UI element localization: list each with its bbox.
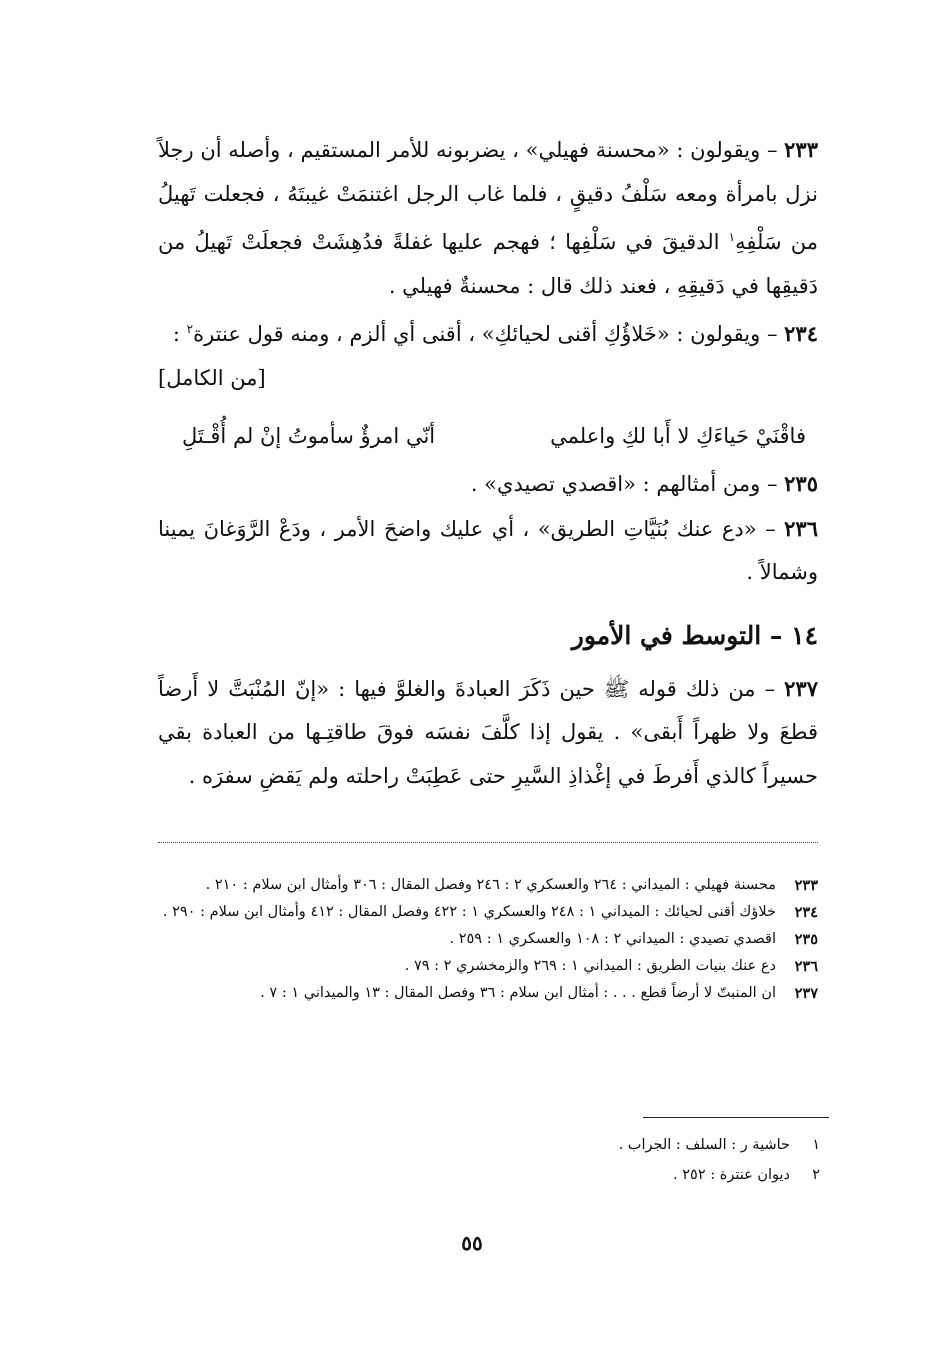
dotted-divider — [158, 842, 818, 843]
entry-text: – ويقولون : «خَلاؤُكِ أقنى لحيائكِ» ، أقنى أي ألزم ، ومنه قول عنترة — [193, 322, 778, 346]
entry-number: ٢٣٤ — [784, 321, 818, 346]
verse-first-hemistich: فاقْنَيْ حَياءَكِ لا أَبا لكِ واعلمي — [550, 424, 806, 448]
note-number: ٢٣٤ — [794, 904, 818, 921]
entry-number: ٢٣٧ — [784, 675, 818, 701]
note-number: ٢٣٥ — [794, 931, 818, 948]
footnote-text: حاشية ر : السلف : الجراب . — [618, 1137, 790, 1153]
footnote — [400, 1130, 820, 1160]
entry-235 — [158, 462, 818, 507]
footnote-number: ١ — [812, 1137, 820, 1153]
footnote-number: ٢ — [812, 1167, 820, 1183]
entry-text: – «دع عنك بُنَيَّاتِ الطريق» ، أي عليك واضحَ الأمر ، ودَعْ الرَّوَغانَ يمينا وشمالاً . — [158, 516, 818, 584]
entry-236 — [158, 507, 818, 595]
footnote — [400, 1160, 820, 1190]
note-text: خلاؤك أقنى لحيائك : الميداني ١ : ٢٤٨ والعسكري ١ : ٤٢٢ وفصل المقال : ٤١٢ وأمثال ابن سلام : ٢٩٠ . — [162, 904, 776, 920]
note-text: اقصدي تصيدي : الميداني ٢ : ١٠٨ والعسكري ١ : ٢٥٩ . — [449, 931, 776, 947]
poetry-verse — [182, 414, 806, 458]
entry-number: ٢٣٦ — [784, 515, 818, 541]
note-number: ٢٣٧ — [794, 985, 818, 1002]
entry-234 — [158, 308, 818, 357]
entry-number: ٢٣٣ — [784, 137, 818, 162]
entry-text: – من ذلك قوله ﷺ حين ذَكَرَ العبادةَ والغلوَّ فيها : «إنّ المُنْبَتَّ لا أَرضاً قطعَ ولا ظهراً أَبقى» . يقول إذا كلَّفَ نفسَه فوقَ طاقتِـها من العبادة بقي حسيراً كالذي أَفرطَ في إغْذاذِ السَّيرِ حتى عَطِبَتْ راحلته ولم يَقضِ سفرَه . — [158, 676, 818, 788]
page-number: ٥٥ — [461, 1231, 483, 1255]
entry-233 — [158, 128, 818, 308]
main-text — [158, 128, 818, 798]
entry-237 — [158, 667, 818, 799]
note-text: ان المنبتّ لا أرضاً قطع . . . : أمثال ابن سلام : ٣٦ وفصل المقال : ١٣ والميداني ١ : ٧ . — [260, 985, 776, 1001]
entry-text-continued: : — [172, 322, 180, 346]
footnotes — [400, 1130, 820, 1190]
note-text: محسنة فهيلي : الميداني : ٢٦٤ والعسكري ٢ : ٢٤٦ وفصل المقال : ٣٠٦ وأمثال ابن سلام : ٢١٠ . — [205, 877, 776, 893]
entry-text: – ومن أمثالهم : «اقصدي تصيدي» . — [470, 472, 778, 496]
note-text: دع عنك بنيات الطريق : الميداني ١ : ٢٦٩ والزمخشري ٢ : ٧٩ . — [404, 958, 776, 974]
footnote-text: ديوان عنترة : ٢٥٢ . — [673, 1167, 790, 1183]
meter-label: [من الكامل] — [158, 365, 266, 390]
note-number: ٢٣٣ — [794, 877, 818, 894]
note-number: ٢٣٦ — [794, 958, 818, 975]
source-notes — [158, 872, 818, 1007]
entry-number: ٢٣٥ — [784, 471, 818, 496]
footnote-ref[interactable]: ٢ — [186, 322, 194, 336]
verse-second-hemistich: أنّي امرؤٌ سأموتُ إنْ لم أُقْـتَلِ — [182, 424, 436, 448]
source-note — [158, 926, 818, 953]
source-note — [158, 980, 818, 1007]
entry-text-continued: الدقيقَ في سَلْفِها ؛ فهجم عليها غفلةً فدُهِشَتْ فجعلَتْ تَهيلُ من دَقيقِها في دَقيقِهِ ، فعند ذلك قال : محسنةٌ فهيلي . — [158, 230, 818, 298]
section-heading: ١٤ – التوسط في الأمور — [571, 620, 818, 650]
source-note — [158, 899, 818, 926]
footnote-divider — [643, 1117, 829, 1118]
footnote-ref[interactable]: ١ — [728, 230, 736, 244]
entry-text: – ويقولون : «محسنة فهيلي» ، يضربونه للأمر المستقيم ، وأصله أن رجلاً نزل بامرأة ومعه سَلْفُ دقيقٍ ، فلما غاب الرجل اغتنمَتْ غيبتَهُ ، فجعلت تَهيلُ من سَلْفِهِ — [158, 138, 818, 254]
source-note — [158, 953, 818, 980]
source-note — [158, 872, 818, 899]
